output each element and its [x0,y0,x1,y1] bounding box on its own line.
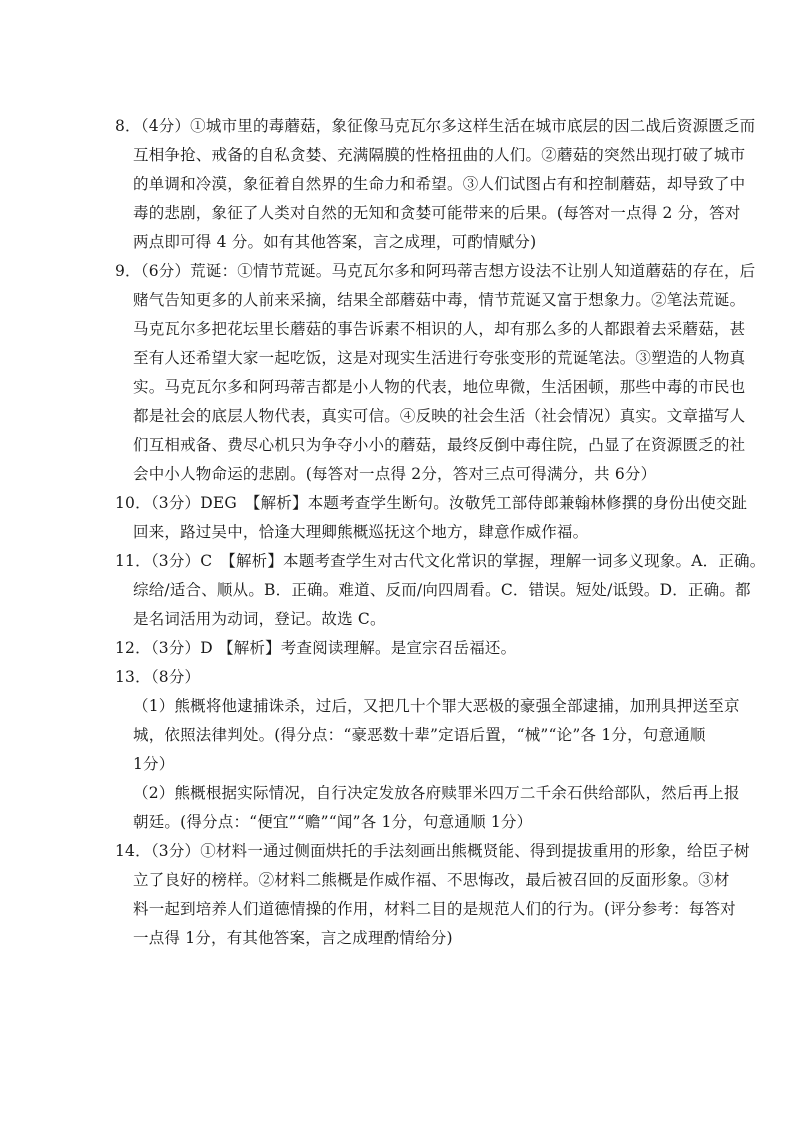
q9-line-2: 赌气告知更多的人前来采摘，结果全部蘑菇中毒，情节荒诞又富于想象力。②笔法荒诞。 [133,291,746,309]
q11-line-3: 是名词活用为动词，登记。故选 C。 [133,610,386,628]
q14-line-4: 一点得 1分，有其他答案，言之成理酌情给分) [133,929,453,947]
q13-part1-line-1: （1）熊概将他逮捕诛杀，过后，又把几十个罪大恶极的豪强全部逮捕，加刑具押送至京 [133,697,740,715]
q14-line-2: 立了良好的榜样。②材料二熊概是作威作福、不思悔改，最后被召回的反面形象。③材 [133,871,730,889]
q9-line-8: 会中小人物命运的悲剧。(每答对一点得 2分，答对三点可得满分，共 6分） [133,465,657,483]
q11-line-1: 11．（3分）C 【解析】本题考查学生对古代文化常识的掌握，理解一词多义现象。A．正确。 [115,552,766,570]
q13-part2-line-1: （2）熊概根据实际情况，自行决定发放各府赎罪米四万二千余石供给部队，然后再上报 [133,784,740,802]
q8-line-3: 的单调和冷漠，象征着自然界的生命力和希望。③人们试图占有和控制蘑菇，却导致了中 [133,175,746,193]
q10-line-2: 回来，路过吴中，恰逢大理卿熊概巡抚这个地方，肆意作威作福。 [133,523,589,541]
q11-line-2: 综给/适合、顺从。B．正确。难道、反而/向四周看。C．错误。短处/诋毁。D．正确。都 [133,581,751,599]
q13-part1-line-3: 1分） [133,755,175,773]
q9-line-7: 们互相戒备、费尽心机只为争夺小小的蘑菇，最终反倒中毒住院，凸显了在资源匮乏的社 [133,436,746,454]
q8-line-1: 8．（4分）①城市里的毒蘑菇，象征像马克瓦尔多这样生活在城市底层的因二战后资源匮乏而 [115,117,756,135]
q8-line-2: 互相争抢、戒备的自私贪婪、充满隔膜的性格扭曲的人们。②蘑菇的突然出现打破了城市 [133,146,746,164]
q14-line-3: 料一起到培养人们道德情操的作用，材料二目的是规范人们的行为。(评分参考：每答对 [133,900,736,918]
q9-line-1: 9．（6分）荒诞：①情节荒诞。马克瓦尔多和阿玛蒂吉想方设法不让别人知道蘑菇的存在，后 [115,262,756,280]
q9-line-3: 马克瓦尔多把花坛里长蘑菇的事告诉素不相识的人，却有那么多的人都跟着去采蘑菇，甚 [133,320,746,338]
q8-line-5: 两点即可得 4 分。如有其他答案，言之成理，可酌情赋分) [133,233,537,251]
q8-line-4: 毒的悲剧，象征了人类对自然的无知和贪婪可能带来的后果。(每答对一点得 2 分，答对 [133,204,741,222]
q13-part2-line-2: 朝廷。(得分点：“便宜”“赡”“闻”各 1分，句意通顺 1分） [133,813,533,831]
q13-part1-line-2: 城，依照法律判处。(得分点：“豪恶数十辈”定语后置，“械”“论”各 1分，句意通顺 [133,726,706,744]
q9-line-5: 实。马克瓦尔多和阿玛蒂吉都是小人物的代表，地位卑微，生活困顿，那些中毒的市民也 [133,378,746,396]
q9-line-6: 都是社会的底层人物代表，真实可信。④反映的社会生活（社会情况）真实。文章描写人 [133,407,746,425]
q12-line-1: 12．（3分）D 【解析】考查阅读理解。是宣宗召岳福还。 [115,639,517,657]
q9-line-4: 至有人还希望大家一起吃饭，这是对现实生活进行夸张变形的荒诞笔法。③塑造的人物真 [133,349,746,367]
q14-line-1: 14．（3分）①材料一通过侧面烘托的手法刻画出熊概贤能、得到提拔重用的形象，给臣子树 [115,842,750,860]
q10-line-1: 10．（3分）DEG 【解析】本题考查学生断句。汝敬凭工部侍郎兼翰林修撰的身份出使交趾 [115,494,748,512]
q13-header: 13．（8分） [115,668,201,686]
